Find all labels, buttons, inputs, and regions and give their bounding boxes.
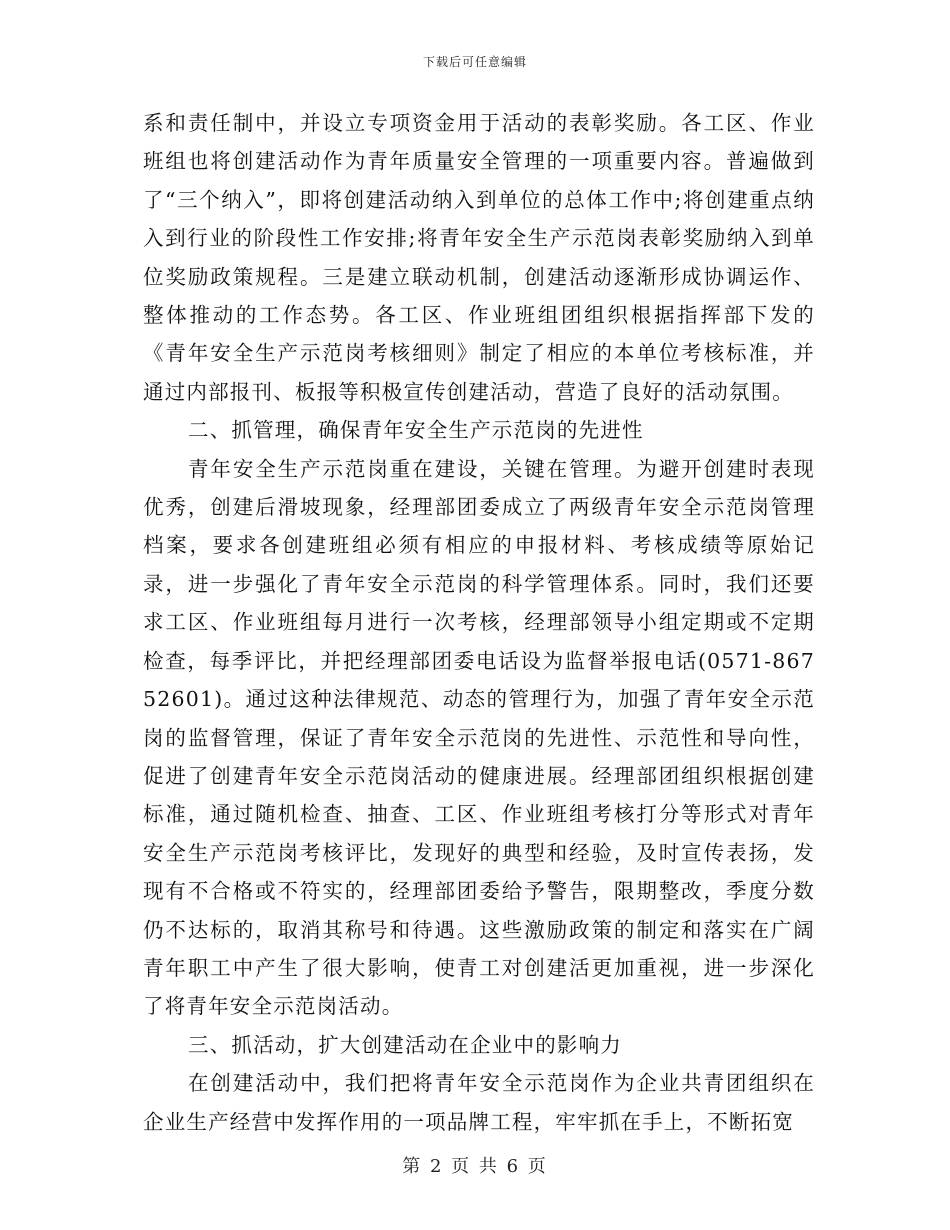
body-paragraph-3: 在创建活动中，我们把将青年安全示范岗作为企业共青团组织在企业生产经营中发挥作用的一项品牌工程，牢牢抓在手上，不断拓宽 — [143, 1071, 815, 1134]
body-paragraph-1: 系和责任制中，并设立专项资金用于活动的表彰奖励。各工区、作业班组也将创建活动作为青年质量安全管理的一项重要内容。普遍做到了“三个纳入”，即将创建活动纳入到单位的总体工作中;将创建重点纳入到行业的阶段性工作安排;将青年安全生产示范岗表彰奖励纳入到单位奖励政策规程。三是建立联动机制，创建活动逐渐形成协调运作、整体推动的工作态势。各工区、作业班组团组织根据指挥部下发的《青年安全生产示范岗考核细则》制定了相应的本单位考核标准，并通过内部报刊、板报等积极宣传创建活动，营造了良好的活动氛围。 — [143, 111, 815, 404]
document-body — [143, 104, 815, 1141]
section-heading-3: 三、抓活动，扩大创建活动在企业中的影响力 — [188, 1032, 622, 1057]
page-number: 第 2 页 共 6 页 — [402, 1156, 548, 1177]
section-heading-2: 二、抓管理，确保青年安全生产示范岗的先进性 — [188, 418, 644, 443]
body-paragraph-2: 青年安全生产示范岗重在建设，关键在管理。为避开创建时表现优秀，创建后滑坡现象，经理部团委成立了两级青年安全示范岗管理档案，要求各创建班组必须有相应的申报材料、考核成绩等原始记录，进一步强化了青年安全示范岗的科学管理体系。同时，我们还要求工区、作业班组每月进行一次考核，经理部领导小组定期或不定期检查，每季评比，并把经理部团委电话设为监督举报电话(0571-86752601)。通过这种法律规范、动态的管理行为，加强了青年安全示范岗的监督管理，保证了青年安全示范岗的先进性、示范性和导向性，促进了创建青年安全示范岗活动的健康进展。经理部团组织根据创建标准，通过随机检查、抽查、工区、作业班组考核打分等形式对青年安全生产示范岗考核评比，发现好的典型和经验，及时宣传表扬，发现有不合格或不符实的，经理部团委给予警告，限期整改，季度分数仍不达标的，取消其称号和待遇。这些激励政策的制定和落实在广阔青年职工中产生了很大影响，使青工对创建活更加重视，进一步深化了将青年安全示范岗活动。 — [143, 456, 815, 1019]
header-note: 下载后可任意编辑 — [422, 55, 527, 69]
